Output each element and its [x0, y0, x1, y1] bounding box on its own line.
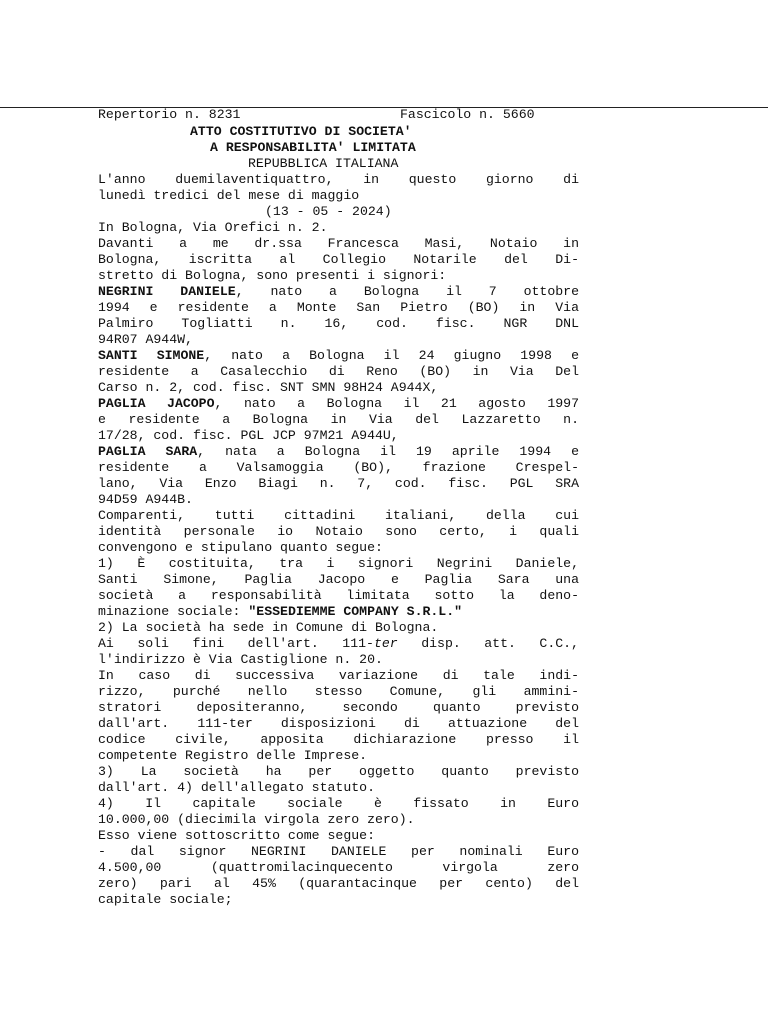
company-name-label: minazione sociale:	[98, 604, 249, 619]
text-line: stretto di Bologna, sono presenti i signori:	[98, 268, 447, 283]
text-line: Comparenti, tutti cittadini italiani, della cui	[98, 508, 579, 523]
title-line-3: REPUBBLICA ITALIANA	[248, 156, 399, 171]
person-line	[98, 444, 579, 460]
text-line: 10.000,00 (diecimila virgola zero zero).	[98, 812, 415, 827]
italic-term: ter	[373, 636, 398, 651]
person-name: PAGLIA SARA	[98, 444, 198, 459]
text-line: identità personale io Notaio sono certo, i quali	[98, 524, 579, 539]
text-line: Davanti a me dr.ssa Francesca Masi, Notaio in	[98, 236, 579, 251]
repertorio-number: Repertorio n. 8231	[98, 107, 241, 122]
company-name-line	[98, 604, 579, 620]
text-line: Santi Simone, Paglia Jacopo e Paglia Sara una	[98, 572, 579, 587]
text-line: l'indirizzo è Via Castiglione n. 20.	[98, 652, 383, 667]
text-line: competente Registro delle Imprese.	[98, 748, 368, 763]
text-fragment: Ai soli fini dell'art. 111-	[98, 636, 374, 651]
text-line: capitale sociale;	[98, 892, 233, 907]
text-line: In Bologna, Via Orefici n. 2.	[98, 220, 328, 235]
text-line: zero) pari al 45% (quarantacinque per cento) del	[98, 876, 579, 891]
title-line-1: ATTO COSTITUTIVO DI SOCIETA'	[190, 124, 412, 139]
text-line: dall'art. 4) dell'allegato statuto.	[98, 780, 375, 795]
text-line: rizzo, purché nello stesso Comune, gli ammini-	[98, 684, 579, 699]
header-divider	[0, 107, 768, 108]
person-details: , nato a Bologna il 24 giugno 1998 e	[204, 348, 579, 363]
text-line: 4.500,00 (quattromilacinquecento virgola zero	[98, 860, 579, 875]
text-line: residente a Casalecchio di Reno (BO) in Via Del	[98, 364, 579, 379]
text-line: convengono e stipulano quanto segue:	[98, 540, 383, 555]
text-line: 2) La società ha sede in Comune di Bologna.	[98, 620, 439, 635]
text-line: codice civile, apposita dichiarazione presso il	[98, 732, 579, 747]
text-line: Carso n. 2, cod. fisc. SNT SMN 98H24 A944X,	[98, 380, 439, 395]
person-line	[98, 396, 579, 412]
company-name: "ESSEDIEMME COMPANY S.R.L."	[248, 604, 463, 619]
text-line: 94R07 A944W,	[98, 332, 193, 347]
person-line	[98, 284, 579, 300]
text-line: L'anno duemilaventiquattro, in questo giorno di	[98, 172, 579, 187]
text-line: lunedì tredici del mese di maggio	[98, 188, 360, 203]
text-line: 1994 e residente a Monte San Pietro (BO) in Via	[98, 300, 579, 315]
person-details: , nato a Bologna il 7 ottobre	[235, 284, 579, 299]
text-line: e residente a Bologna in Via del Lazzaretto n.	[98, 412, 579, 427]
text-line	[98, 636, 579, 652]
person-line	[98, 348, 579, 364]
text-line: 17/28, cod. fisc. PGL JCP 97M21 A944U,	[98, 428, 399, 443]
title-line-2: A RESPONSABILITA' LIMITATA	[210, 140, 416, 155]
text-line: - dal signor NEGRINI DANIELE per nominali Euro	[98, 844, 579, 859]
text-line: 3) La società ha per oggetto quanto previsto	[98, 764, 579, 779]
person-details: , nata a Bologna il 19 aprile 1994 e	[197, 444, 579, 459]
text-line: stratori depositeranno, secondo quanto previsto	[98, 700, 579, 715]
text-line: lano, Via Enzo Biagi n. 7, cod. fisc. PGL SRA	[98, 476, 579, 491]
person-name: NEGRINI DANIELE	[98, 284, 236, 299]
text-line: Bologna, iscritta al Collegio Notarile del Di-	[98, 252, 579, 267]
text-line: dall'art. 111-ter disposizioni di attuazione del	[98, 716, 579, 731]
text-line: 94D59 A944B.	[98, 492, 193, 507]
person-name: PAGLIA JACOPO	[98, 396, 215, 411]
text-line: Palmiro Togliatti n. 16, cod. fisc. NGR DNL	[98, 316, 579, 331]
text-line: società a responsabilità limitata sotto la deno-	[98, 588, 579, 603]
document-body	[98, 124, 579, 908]
text-line: Esso viene sottoscritto come segue:	[98, 828, 375, 843]
date-line: (13 - 05 - 2024)	[265, 204, 392, 219]
text-line: residente a Valsamoggia (BO), frazione Crespel-	[98, 460, 579, 475]
fascicolo-number: Fascicolo n. 5660	[400, 107, 535, 122]
person-details: , nato a Bologna il 21 agosto 1997	[214, 396, 579, 411]
person-name: SANTI SIMONE	[98, 348, 205, 363]
text-line: 1) È costituita, tra i signori Negrini Daniele,	[98, 556, 579, 571]
text-line: In caso di successiva variazione di tale indi-	[98, 668, 579, 683]
text-line: 4) Il capitale sociale è fissato in Euro	[98, 796, 579, 811]
text-fragment: disp. att. C.C.,	[397, 636, 579, 651]
